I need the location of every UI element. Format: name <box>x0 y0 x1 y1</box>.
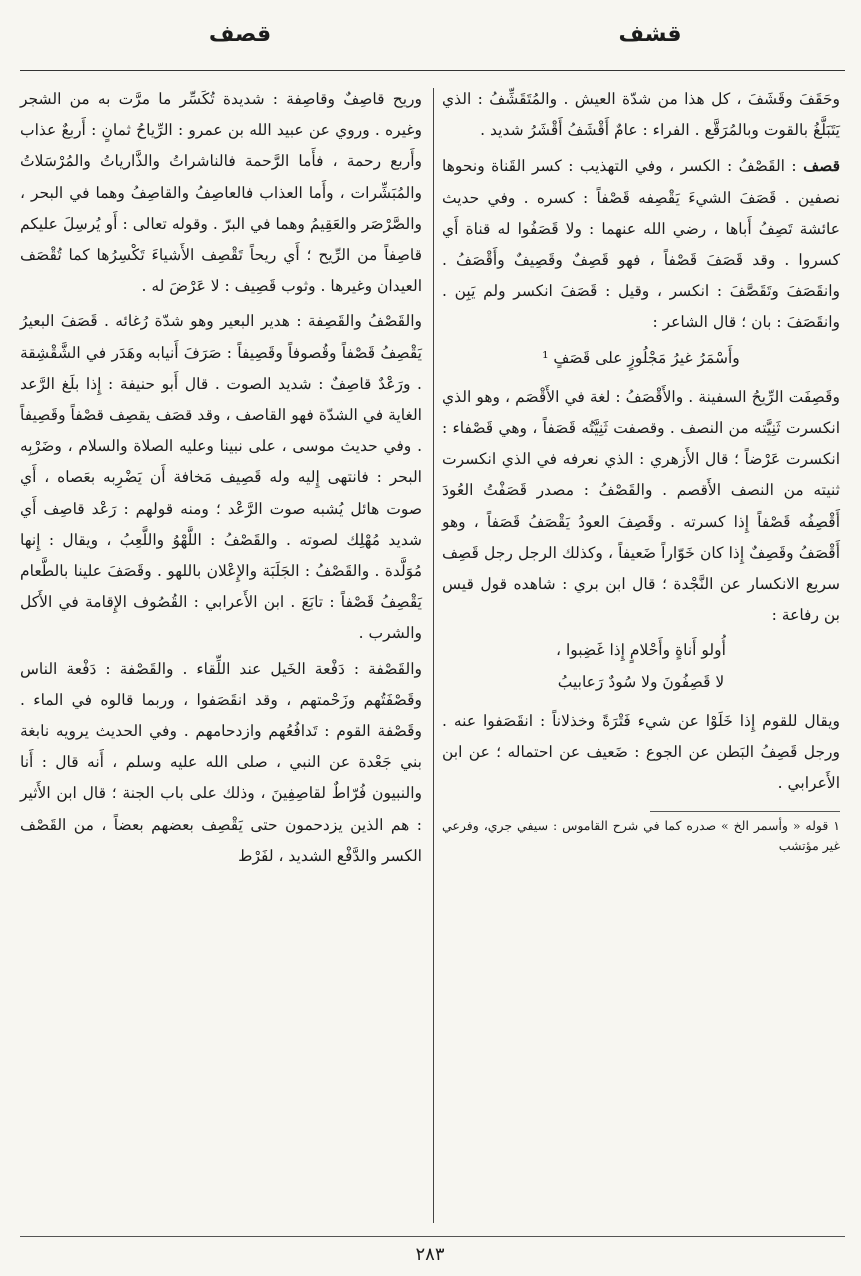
right-column <box>442 84 840 856</box>
verse-line <box>442 635 840 697</box>
verse-hemistich: أُولو أَناةٍ وأَحْلامٍ إِذا غَضِبوا ، <box>556 641 726 660</box>
column-divider <box>433 88 434 1223</box>
paragraph: والقَصْفة : دَفْعة الخَيل عند اللِّقاء . والقَصْفة : دَفْعة الناس وقَصْفَتُهم وزَحْمتهم ، وقد انقَصَفوا ، وربما قالوه في الماء . وقَصْفة القوم : تَدافُعُهم وازدحامهم . وفي الحديث يرويه نابغة بني جَعْدة عن النبي ، صلى الله عليه وسلم ، أَنه قال : أَنا والنبيون فُرّاطٌ لقاصِفِينَ ، وذلك على باب الجنة ؛ قال ابن الأَثير : هم الذين يزدحمون حتى يَقْصِف بعضهم بعضاً ، من القَصْف الكسر والدَّفْع الشديد ، لفَرْط <box>20 659 422 865</box>
paragraph: وحَقَفَ وقَشَفَ ، كل هذا من شدّة العيش . والمُتَقَشِّفُ : الذي يَتَبَلَّغُ بالقوت وبالمُرَقَّع . الفراء : عامٌ أَقْشَفُ أَقْشَرُ شديد . <box>442 90 840 140</box>
running-header-right: قشف <box>618 22 682 47</box>
top-rule <box>20 70 845 71</box>
entry-headword: قصف <box>803 156 841 176</box>
running-header-left: قصف <box>208 22 272 47</box>
verse-line: وأَسْمَرُ غيرُ مَجْلُوزٍ على قَصَفٍ ¹ <box>542 348 740 367</box>
entry-paragraph: قصف : القَصْفُ : الكسر ، وفي التهذيب : كسر القَناة ونحوها نصفين . قَصَفَ الشيءَ يَقْصِفه قَصْفاً : كسره . وفي حديث عائشة تَصِفُ أَباها ، رضي الله عنهما : ولا قَصَفُوا له قناة أَي كسروا . وقد قَصَفَ قَصْفاً ، فهو قَصِفٌ وقَصِيفٌ وأَقْصَفُ . وانقَصَفَ وتَقَصَّفَ : انكسر ، وقيل : قَصَفَ انكسر ولم يَبِن . وانقَصَفَ : بان ؛ قال الشاعر : <box>442 156 841 332</box>
paragraph: وقَصِفَت الرِّيحُ السفينة . والأَقْصَفُ : لغة في الأَقْصَم ، وهو الذي انكسرت ثَنِيَّته من النصف . وقصفت ثَنِيَّتُه قَصَفاً ، وهي قَصْفاء : انكسرت عَرْضاً ؛ قال الأَزهري : الذي نعرفه في الذي انكسرت ثنيته من النصف الأَقصم . والقَصْفُ : مصدر قَصَفْتُ العُودَ أَقْصِفُه قَصْفاً إِذا كسرته . وقَصِفَ العودُ يَقْصَفُ قَصَفاً ، وهو أَقْصَفُ وقَصِفٌ إِذا كان خَوّاراً ضَعيفاً ، وكذلك الرجل رجل قَصِف سريع الانكسار عن النَّجْدة ؛ قال ابن بري : شاهده قول قيس بن رفاعة : <box>442 387 840 625</box>
paragraph: والقَصْفُ والقَصِفة : هدير البعير وهو شدّة رُغائه . قَصَفَ البعيرُ يَقْصِفُ قَصْفاً وقُصوفاً وقَصِيفاً : صَرَفَ أَنيابه وهَدَر في الشَّقْشِقة . ورَعْدٌ قاصِفٌ : شديد الصوت . قال أَبو حنيفة : إِذا بلَغ الرَّعد الغاية في الشدّة فهو القاصف ، وقد قصَف يقصِف قصْفاً وقَصِيفاً . وفي حديث موسى ، على نبينا وعليه الصلاة والسلام ، وضَرْبِه البحر : فانتهى إِليه وله قَصِيف مَخافة أَن يَضْرِبه بعَصاه ، أَي صوت هائل يُشبه صوت الرَّعْد ؛ ومنه قولهم : رَعْد قاصِف أَي شديد مُهْلِك لصوته . والقَصْفُ : اللَّهْوُ واللَّعِبُ ، ويقال : إِنها مُوَلَّدة . والقَصْفُ : الجَلَبَة والإِعْلان باللهو . وقَصَفَ علينا بالطَّعام يَقْصِفُ قَصْفاً : تابَعَ . ابن الأَعرابي : القُصُوف الإِقامة في الأَكل والشرب . <box>20 312 422 643</box>
page-number: ٢٨٣ <box>415 1244 445 1265</box>
verse-hemistich: لا قَصِفُونَ ولا سُودٌ رَعابيبُ <box>557 672 725 691</box>
paragraph: ويقال للقوم إِذا خَلَوْا عن شيء فَتْرَةً وخذلاناً : انقَصَفوا عنه . ورجل قَصِفُ البَطن عن الجوع : ضَعيف عن احتماله ؛ عن ابن الأَعرابي . <box>442 711 840 793</box>
entry-text: القَصْفُ : الكسر ، وفي التهذيب : كسر القَناة ونحوها نصفين . قَصَفَ الشيءَ يَقْصِفه قَصْفاً : كسره . وفي حديث عائشة تَصِفُ أَباها ، رضي الله عنهما : ولا قَصَفُوا له قناة أَي كسروا . وقد قَصَفَ قَصْفاً ، فهو قَصِفٌ وقَصِيفٌ وأَقْصَفُ . وانقَصَفَ وتَقَصَّفَ : انكسر ، وقيل : قَصَفَ انكسر ولم يَبِن . وانقَصَفَ : بان ؛ قال الشاعر : <box>442 157 840 332</box>
footnote-rule <box>650 811 840 812</box>
footnote: ١ قوله « وأسمر الخ » صدره كما في شرح القاموس : سيفي جري، وفرعي غير مؤتشب <box>442 818 840 854</box>
paragraph: وريح قاصِفٌ وقاصِفة : شديدة تُكَسِّر ما مرَّت به من الشجر وغيره . وروي عن عبيد الله بن عمرو : الرِّياحُ ثمانٍ : أَربعٌ عذاب وأَربع رحمة ، فأَما الرَّحمة فالناشراتُ والذَّارياتُ والمُرْسَلاتُ والمُبَشِّرات ، وأَما العذاب فالعاصِفُ والقاصِفُ وهما في البحر ، والصَّرْصَر والعَقِيمُ وهما في البرّ . وقوله تعالى : أَو يُرسِلَ عليكم قاصِفاً من الرِّيح ؛ أَي ريحاً تَقْصِف الأَشياءَ تَكْسِرُها كما تُقْصَف العيدان وغيرها . وثوب قَصِيف : لا عَرْضَ له . <box>20 90 422 296</box>
left-column <box>20 84 422 872</box>
bottom-rule <box>20 1236 845 1237</box>
